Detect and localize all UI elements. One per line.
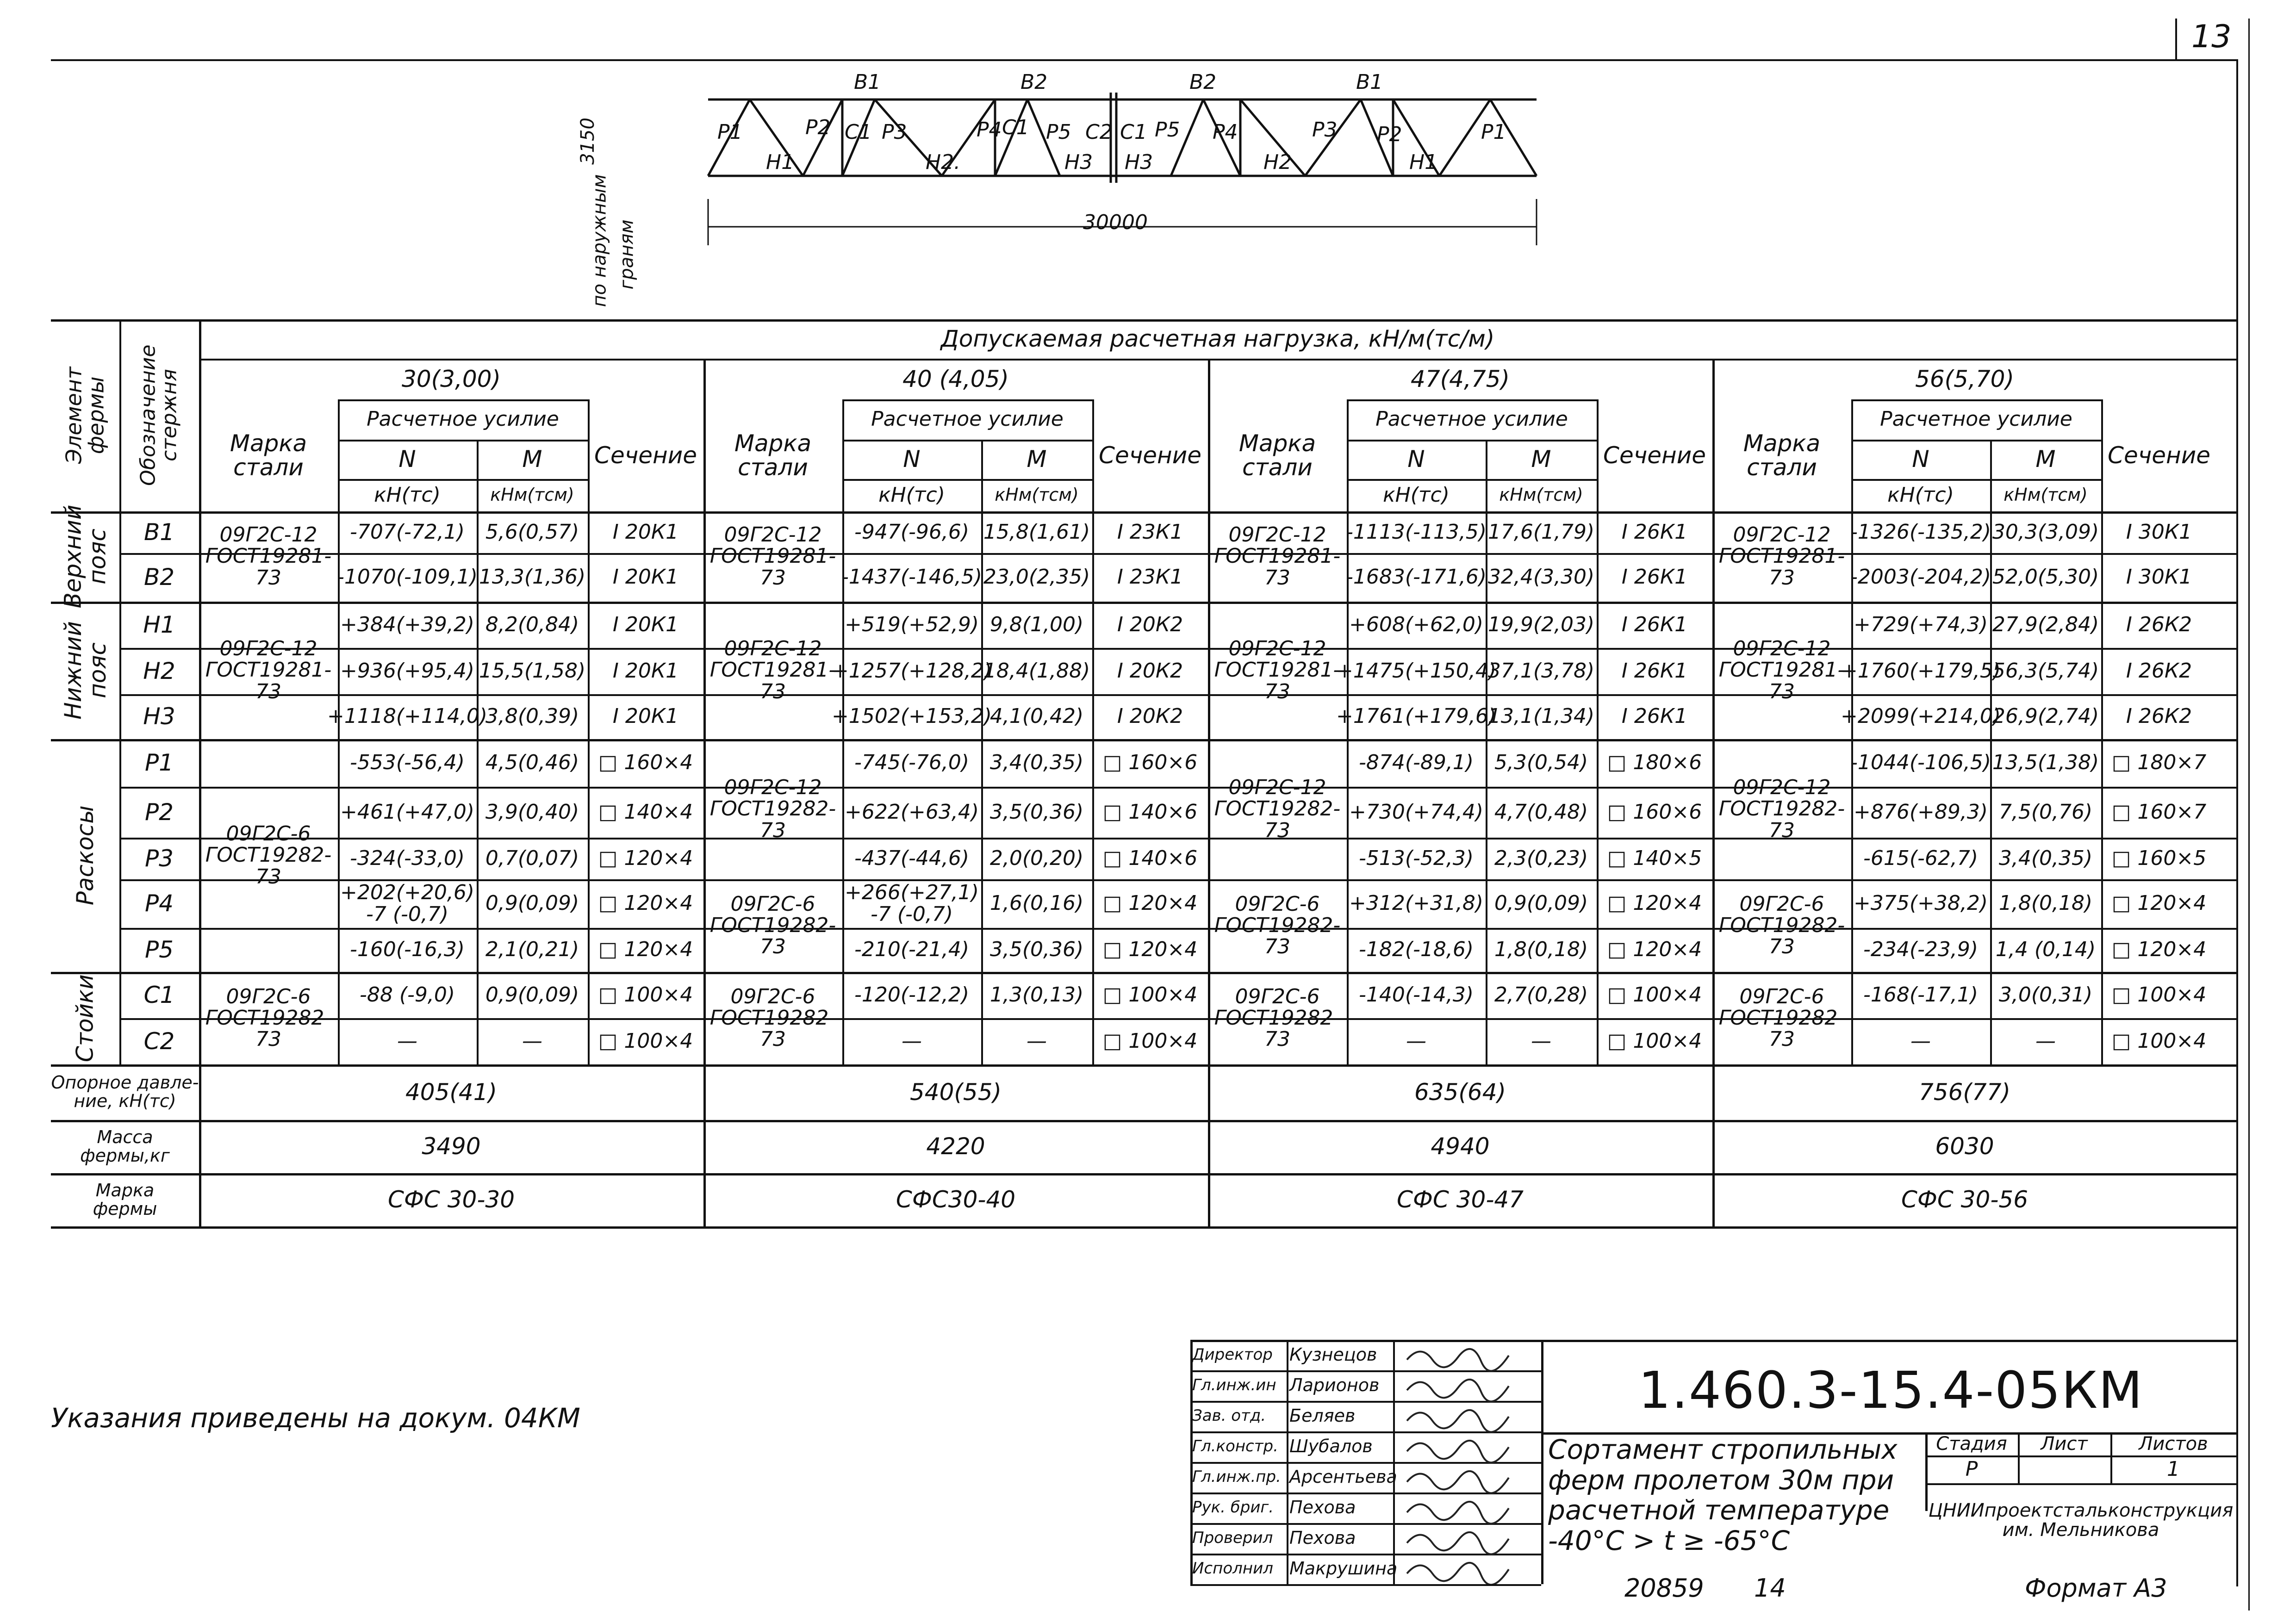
m-unit-0: кНм(тсм) bbox=[490, 485, 574, 505]
m-value: 15,5(1,58) bbox=[479, 659, 586, 683]
group-posts: Стойки bbox=[71, 974, 99, 1062]
truss-label-p4: P4 bbox=[977, 118, 1002, 142]
section-value: □ 180×6 bbox=[1607, 751, 1702, 775]
truss-label-p1-right: P1 bbox=[1481, 120, 1506, 144]
stamp-line bbox=[1190, 1584, 1541, 1586]
stamp-name: Беляев bbox=[1289, 1405, 1356, 1426]
n-value: +2099(+214,0) bbox=[1841, 704, 2001, 728]
section-value: □ 120×4 bbox=[598, 891, 693, 915]
section-value: I 26К1 bbox=[1621, 612, 1688, 636]
section-value: I 23К1 bbox=[1117, 520, 1183, 544]
rod-h3: H3 bbox=[143, 703, 175, 730]
section-value: □ 160×7 bbox=[2111, 800, 2207, 824]
m-value: 5,6(0,57) bbox=[485, 520, 579, 544]
n-unit-0: кН(тс) bbox=[374, 483, 441, 507]
steel-c2-braces_b: 09Г2С-6 ГОСТ19282-73 bbox=[709, 892, 836, 959]
m-header-2: M bbox=[1531, 446, 1551, 473]
stamp-role: Директор bbox=[1192, 1345, 1273, 1364]
m-value: 52,0(5,30) bbox=[1992, 565, 2099, 589]
footer-mass-1: 4220 bbox=[926, 1133, 985, 1160]
footer-mark-1: СФС30-40 bbox=[896, 1186, 1016, 1213]
m-unit-1: кНм(тсм) bbox=[995, 485, 1079, 505]
n-value: -324(-33,0) bbox=[349, 846, 465, 870]
section-value: □ 180×7 bbox=[2111, 751, 2207, 775]
section-value: I 20К1 bbox=[612, 659, 679, 683]
m-value: 4,5(0,46) bbox=[485, 751, 579, 775]
truss-label-v1: B1 bbox=[854, 70, 881, 94]
steel-c3-posts: 09Г2С-6 ГОСТ19282-73 bbox=[1214, 984, 1341, 1051]
n-unit-3: кН(тс) bbox=[1887, 483, 1954, 507]
sheet-label: Лист bbox=[2041, 1433, 2088, 1455]
frame-right bbox=[2236, 59, 2238, 1586]
n-header-3: N bbox=[1912, 446, 1929, 473]
section-value: □ 120×4 bbox=[1607, 891, 1702, 915]
rod-p5: P5 bbox=[145, 936, 174, 964]
rod-b1: B1 bbox=[143, 518, 175, 546]
truss-label-p5: P5 bbox=[1046, 120, 1071, 144]
n-value: -553(-56,4) bbox=[349, 751, 465, 775]
stamp-name: Ларионов bbox=[1289, 1375, 1380, 1396]
n-value: — bbox=[1910, 1029, 1931, 1053]
section-value: □ 100×4 bbox=[1607, 1029, 1702, 1053]
truss-outer-faces-line1: по наружным bbox=[589, 174, 610, 307]
n-unit-2: кН(тс) bbox=[1383, 483, 1450, 507]
n-header-1: N bbox=[903, 446, 921, 473]
steel-c3-top: 09Г2С-12 ГОСТ19281-73 bbox=[1214, 523, 1341, 590]
truss-outer-faces-line2: граням bbox=[616, 219, 638, 290]
element-header: Элемент фермы bbox=[61, 367, 109, 464]
format-label: Формат А3 bbox=[2025, 1573, 2167, 1603]
m-value: 0,9(0,09) bbox=[1494, 891, 1588, 915]
stamp-role: Гл.инж.ин bbox=[1192, 1376, 1276, 1395]
stamp-name: Арсентьева bbox=[1289, 1467, 1397, 1487]
m-value: 4,7(0,48) bbox=[1494, 800, 1588, 824]
n-value: +461(+47,0) bbox=[340, 800, 475, 824]
m-value: 3,4(0,35) bbox=[1998, 846, 2093, 870]
truss-label-h3: H3 bbox=[1064, 150, 1093, 174]
stamp-role: Зав. отд. bbox=[1192, 1406, 1266, 1425]
section-value: □ 140×6 bbox=[1102, 846, 1198, 870]
m-value: 2,0(0,20) bbox=[989, 846, 1084, 870]
section-value: I 20К2 bbox=[1117, 612, 1183, 636]
section-value: □ 120×4 bbox=[1102, 891, 1198, 915]
steel-c2-posts: 09Г2С-6 ГОСТ19282-73 bbox=[709, 984, 836, 1051]
frame-right-outer bbox=[2248, 19, 2250, 1611]
truss-label-p5-right: P5 bbox=[1155, 118, 1180, 142]
n-value: +1760(+179,5) bbox=[1841, 659, 2001, 683]
m-value: 2,1(0,21) bbox=[485, 938, 579, 962]
truss-label-p4-right: P4 bbox=[1213, 120, 1238, 144]
footer-support-3: 756(77) bbox=[1918, 1078, 2011, 1106]
footer-mass-3: 6030 bbox=[1935, 1133, 1994, 1160]
steel-c2-top: 09Г2С-12 ГОСТ19281-73 bbox=[709, 523, 836, 590]
load-value-1: 40 (4,05) bbox=[902, 365, 1009, 392]
m-value: 7,5(0,76) bbox=[1998, 800, 2093, 824]
rod-c2: C2 bbox=[143, 1027, 175, 1055]
section-value: □ 160×5 bbox=[2111, 846, 2207, 870]
truss-label-h2-right: H2 bbox=[1263, 150, 1292, 174]
steel-c4-braces_b: 09Г2С-6 ГОСТ19282-73 bbox=[1718, 892, 1845, 959]
inventory-number-2: 14 bbox=[1754, 1573, 1786, 1603]
n-value: +1761(+179,6) bbox=[1336, 704, 1497, 728]
m-value: 3,5(0,36) bbox=[989, 800, 1084, 824]
section-value: I 30К1 bbox=[2126, 520, 2192, 544]
n-value: — bbox=[902, 1029, 922, 1053]
section-value: □ 160×6 bbox=[1102, 751, 1198, 775]
steel-c3-braces_a: 09Г2С-12 ГОСТ19282-73 bbox=[1214, 776, 1341, 842]
section-value: I 26К2 bbox=[2126, 659, 2192, 683]
truss-label-v2: B2 bbox=[1020, 70, 1048, 94]
truss-span-label: 30000 bbox=[1083, 211, 1148, 234]
n-value: +375(+38,2) bbox=[1853, 891, 1988, 915]
section-value: I 26К2 bbox=[2126, 612, 2192, 636]
section-header-3: Сечение bbox=[2108, 442, 2210, 469]
truss-label-c2-right: C1 bbox=[1120, 120, 1147, 144]
sheet-number: 13 bbox=[2191, 19, 2232, 55]
force-header-3: Расчетное усилие bbox=[1880, 407, 2072, 431]
n-value: +729(+74,3) bbox=[1853, 612, 1988, 636]
section-value: I 20К1 bbox=[612, 565, 679, 589]
section-value: I 20К2 bbox=[1117, 659, 1183, 683]
m-value: 13,1(1,34) bbox=[1487, 704, 1595, 728]
n-value: -168(-17,1) bbox=[1863, 983, 1979, 1007]
m-value: 15,8(1,61) bbox=[983, 520, 1090, 544]
section-value: I 20К1 bbox=[612, 704, 679, 728]
stamp-role: Проверил bbox=[1192, 1529, 1273, 1548]
m-value: 18,4(1,88) bbox=[983, 659, 1090, 683]
truss-height-label: 3150 bbox=[577, 118, 599, 165]
section-value: □ 100×4 bbox=[598, 1029, 693, 1053]
stamp-name: Кузнецов bbox=[1289, 1344, 1377, 1365]
n-value: -513(-52,3) bbox=[1358, 846, 1474, 870]
n-value: -947(-96,6) bbox=[854, 520, 970, 544]
section-value: I 26К1 bbox=[1621, 520, 1688, 544]
steel-c1-posts: 09Г2С-6 ГОСТ19282-73 bbox=[205, 984, 332, 1051]
n-value: +622(+63,4) bbox=[844, 800, 979, 824]
steel-c1-top: 09Г2С-12 ГОСТ19281-73 bbox=[205, 523, 332, 590]
section-value: □ 100×4 bbox=[1102, 1029, 1198, 1053]
n-value: -210(-21,4) bbox=[854, 938, 970, 962]
load-value-3: 56(5,70) bbox=[1915, 365, 2014, 392]
m-value: 3,8(0,39) bbox=[485, 704, 579, 728]
section-value: □ 120×4 bbox=[2111, 938, 2207, 962]
doc-code: 1.460.3-15.4-05КМ bbox=[1638, 1361, 2144, 1420]
truss-label-v2b: B2 bbox=[1189, 70, 1217, 94]
load-value-0: 30(3,00) bbox=[402, 365, 501, 392]
footer-line bbox=[51, 1226, 2236, 1229]
m-value: 1,8(0,18) bbox=[1998, 891, 2093, 915]
m-value: — bbox=[522, 1029, 542, 1053]
steel-c2-braces_a: 09Г2С-12 ГОСТ19282-73 bbox=[709, 776, 836, 842]
section-value: □ 100×4 bbox=[1607, 983, 1702, 1007]
n-value: -182(-18,6) bbox=[1358, 938, 1474, 962]
n-value: -1113(-113,5) bbox=[1345, 520, 1487, 544]
footer-support-2: 635(64) bbox=[1414, 1078, 1506, 1106]
m-value: 17,6(1,79) bbox=[1487, 520, 1595, 544]
n-value: -1437(-146,5) bbox=[841, 565, 983, 589]
m-value: 27,9(2,84) bbox=[1992, 612, 2099, 636]
truss-label-p2: P2 bbox=[805, 116, 831, 139]
m-value: 1,6(0,16) bbox=[989, 891, 1084, 915]
truss-label-c1-right: C1 bbox=[1002, 116, 1029, 139]
n-value: -160(-16,3) bbox=[349, 938, 465, 962]
m-header-1: M bbox=[1027, 446, 1047, 473]
force-header-2: Расчетное усилие bbox=[1375, 407, 1568, 431]
footer-mass-2: 4940 bbox=[1431, 1133, 1490, 1160]
section-value: I 26К1 bbox=[1621, 565, 1688, 589]
rod-h2: H2 bbox=[143, 657, 175, 684]
rod-p1: P1 bbox=[145, 749, 174, 777]
n-header-2: N bbox=[1407, 446, 1425, 473]
footer-support-0: 405(41) bbox=[405, 1078, 498, 1106]
section-value: □ 120×4 bbox=[1102, 938, 1198, 962]
sheets-label: Листов bbox=[2139, 1433, 2208, 1455]
m-value: 1,4 (0,14) bbox=[1995, 938, 2096, 962]
stamp-name: Макрушина bbox=[1289, 1558, 1398, 1579]
m-value: — bbox=[1531, 1029, 1551, 1053]
group-top-chord: Верхний пояс bbox=[59, 504, 111, 609]
footer-label-support: Опорное давле- ние, кН(тс) bbox=[51, 1072, 199, 1111]
section-value: □ 160×4 bbox=[598, 751, 693, 775]
n-value: +608(+62,0) bbox=[1349, 612, 1484, 636]
section-value: I 23К1 bbox=[1117, 565, 1183, 589]
section-value: □ 140×6 bbox=[1102, 800, 1198, 824]
n-value: -120(-12,2) bbox=[854, 983, 970, 1007]
m-value: 23,0(2,35) bbox=[983, 565, 1090, 589]
section-value: □ 120×4 bbox=[2111, 891, 2207, 915]
m-value: 3,0(0,31) bbox=[1998, 983, 2093, 1007]
n-value: -615(-62,7) bbox=[1863, 846, 1979, 870]
truss-label-h2: H2. bbox=[926, 150, 961, 174]
section-value: I 30К1 bbox=[2126, 565, 2192, 589]
truss-label-c1: C1 bbox=[845, 120, 872, 144]
n-value: +1257(+128,2) bbox=[832, 659, 992, 683]
steel-c1-braces: 09Г2С-6 ГОСТ19282-73 bbox=[205, 822, 332, 889]
stamp-name: Пехова bbox=[1289, 1528, 1356, 1548]
section-value: I 20К1 bbox=[612, 612, 679, 636]
n-value: -1070(-109,1) bbox=[336, 565, 478, 589]
rod-h1: H1 bbox=[143, 611, 175, 638]
n-value: -234(-23,9) bbox=[1863, 938, 1979, 962]
truss-label-p3-right: P3 bbox=[1312, 118, 1338, 142]
m-value: 0,9(0,09) bbox=[485, 891, 579, 915]
n-value: -88 (-9,0) bbox=[359, 983, 455, 1007]
rod-b2: B2 bbox=[143, 564, 175, 591]
m-value: 13,5(1,38) bbox=[1992, 751, 2099, 775]
m-value: 4,1(0,42) bbox=[989, 704, 1084, 728]
rod-p2: P2 bbox=[145, 798, 174, 826]
m-unit-3: кНм(тсм) bbox=[2004, 485, 2088, 505]
footer-mark-3: СФС 30-56 bbox=[1901, 1186, 2028, 1213]
m-value: 30,3(3,09) bbox=[1992, 520, 2099, 544]
m-value: — bbox=[1027, 1029, 1047, 1053]
m-value: 2,3(0,23) bbox=[1494, 846, 1588, 870]
stamp-name: Шубалов bbox=[1289, 1436, 1373, 1457]
sheets-value: 1 bbox=[2167, 1457, 2180, 1481]
steel-c4-top: 09Г2С-12 ГОСТ19281-73 bbox=[1718, 523, 1845, 590]
n-value: +1475(+150,4) bbox=[1336, 659, 1497, 683]
stamp-line bbox=[1541, 1340, 1543, 1584]
steel-c1-bottom: 09Г2С-12 ГОСТ19281-73 bbox=[205, 637, 332, 703]
rod-p4: P4 bbox=[145, 890, 174, 917]
footer-mass-0: 3490 bbox=[422, 1133, 481, 1160]
n-value: +266(+27,1) -7 (-0,7) bbox=[844, 881, 979, 926]
stamp-role: Гл.констр. bbox=[1192, 1437, 1278, 1456]
force-header-1: Расчетное усилие bbox=[871, 407, 1064, 431]
m-value: 0,7(0,07) bbox=[485, 846, 579, 870]
n-value: +202(+20,6) -7 (-0,7) bbox=[340, 881, 475, 926]
n-value: -1044(-106,5) bbox=[1850, 751, 1991, 775]
rod-c1: C1 bbox=[143, 981, 175, 1008]
n-value: — bbox=[397, 1029, 417, 1053]
m-value: 5,3(0,54) bbox=[1494, 751, 1588, 775]
n-value: -2003(-204,2) bbox=[1850, 565, 1991, 589]
m-value: 0,9(0,09) bbox=[485, 983, 579, 1007]
n-unit-1: кН(тс) bbox=[878, 483, 945, 507]
group-bottom-chord: Нижний пояс bbox=[59, 621, 111, 720]
n-value: -874(-89,1) bbox=[1358, 751, 1474, 775]
n-value: -140(-14,3) bbox=[1358, 983, 1474, 1007]
section-value: I 20К2 bbox=[1117, 704, 1183, 728]
truss-label-v1b: B1 bbox=[1356, 70, 1383, 94]
steel-header-1: Марка стали bbox=[734, 429, 812, 481]
footer-support-1: 540(55) bbox=[909, 1078, 1002, 1106]
load-value-2: 47(4,75) bbox=[1411, 365, 1510, 392]
m-value: 3,4(0,35) bbox=[989, 751, 1084, 775]
m-value: 3,5(0,36) bbox=[989, 938, 1084, 962]
m-value: 56,3(5,74) bbox=[1992, 659, 2099, 683]
m-unit-2: кНм(тсм) bbox=[1499, 485, 1583, 505]
steel-c2-bottom: 09Г2С-12 ГОСТ19281-73 bbox=[709, 637, 836, 703]
load-header: Допускаемая расчетная нагрузка, кН/м(тс/м) bbox=[940, 325, 1495, 353]
stage-value: Р bbox=[1965, 1457, 1978, 1481]
m-value: 3,9(0,40) bbox=[485, 800, 579, 824]
section-header-1: Сечение bbox=[1099, 442, 1201, 469]
n-value: -707(-72,1) bbox=[349, 520, 465, 544]
m-value: 8,2(0,84) bbox=[485, 612, 579, 636]
truss-label-h3-right: H3 bbox=[1125, 150, 1153, 174]
steel-header-3: Марка стали bbox=[1743, 429, 1821, 481]
section-value: □ 120×4 bbox=[598, 846, 693, 870]
truss-label-p2-right: P2 bbox=[1377, 123, 1402, 146]
truss-label-h1: H1 bbox=[766, 150, 795, 174]
n-value: -1326(-135,2) bbox=[1850, 520, 1991, 544]
section-value: I 26К1 bbox=[1621, 659, 1688, 683]
section-value: □ 140×4 bbox=[598, 800, 693, 824]
m-value: 26,9(2,74) bbox=[1992, 704, 2099, 728]
n-value: +936(+95,4) bbox=[340, 659, 475, 683]
n-value: +876(+89,3) bbox=[1853, 800, 1988, 824]
steel-header-2: Марка стали bbox=[1238, 429, 1316, 481]
stage-label: Стадия bbox=[1936, 1433, 2007, 1455]
steel-c4-bottom: 09Г2С-12 ГОСТ19281-73 bbox=[1718, 637, 1845, 703]
section-value: □ 140×5 bbox=[1607, 846, 1702, 870]
m-value: 37,1(3,78) bbox=[1487, 659, 1595, 683]
section-header-0: Сечение bbox=[594, 442, 697, 469]
n-value: -1683(-171,6) bbox=[1345, 565, 1487, 589]
m-value: 1,3(0,13) bbox=[989, 983, 1084, 1007]
truss-label-h1-right: H1 bbox=[1409, 150, 1438, 174]
signatures bbox=[1393, 1340, 1541, 1584]
stamp-role: Исполнил bbox=[1192, 1559, 1273, 1578]
section-value: I 26К2 bbox=[2126, 704, 2192, 728]
stamp-name: Пехова bbox=[1289, 1497, 1356, 1518]
inventory-number: 20859 bbox=[1624, 1573, 1704, 1603]
steel-header-0: Марка стали bbox=[230, 429, 307, 481]
n-value: -745(-76,0) bbox=[854, 751, 970, 775]
section-header-2: Сечение bbox=[1603, 442, 1706, 469]
n-value: +730(+74,4) bbox=[1349, 800, 1484, 824]
steel-c4-braces_a: 09Г2С-12 ГОСТ19282-73 bbox=[1718, 776, 1845, 842]
m-header-3: M bbox=[2035, 446, 2056, 473]
organization: ЦНИИпроектстальконструкция им. Мельникова bbox=[1928, 1500, 2234, 1541]
section-value: □ 160×6 bbox=[1607, 800, 1702, 824]
n-value: +312(+31,8) bbox=[1349, 891, 1484, 915]
frame-top bbox=[51, 59, 2238, 61]
sheet-number-box bbox=[2175, 19, 2177, 60]
steel-c3-bottom: 09Г2С-12 ГОСТ19281-73 bbox=[1214, 637, 1341, 703]
section-value: □ 100×4 bbox=[1102, 983, 1198, 1007]
section-value: I 26К1 bbox=[1621, 704, 1688, 728]
m-value: 13,3(1,36) bbox=[479, 565, 586, 589]
n-value: +384(+39,2) bbox=[340, 612, 475, 636]
force-header-0: Расчетное усилие bbox=[367, 407, 559, 431]
n-header-0: N bbox=[398, 446, 416, 473]
m-value: 19,9(2,03) bbox=[1487, 612, 1595, 636]
footer-mark-0: СФС 30-30 bbox=[387, 1186, 515, 1213]
note-text: Указания приведены на докум. 04КМ bbox=[51, 1402, 580, 1434]
n-value: — bbox=[1406, 1029, 1426, 1053]
footer-mark-2: СФС 30-47 bbox=[1396, 1186, 1524, 1213]
rod-header: Обозначение стержня bbox=[136, 344, 182, 486]
section-value: □ 120×4 bbox=[598, 938, 693, 962]
footer-label-mass: Масса фермы,кг bbox=[80, 1126, 170, 1166]
section-value: □ 100×4 bbox=[598, 983, 693, 1007]
m-header-0: M bbox=[522, 446, 542, 473]
n-value: -437(-44,6) bbox=[854, 846, 970, 870]
n-value: +1502(+153,2) bbox=[832, 704, 992, 728]
n-value: +1118(+114,0) bbox=[327, 704, 488, 728]
footer-label-mark: Марка фермы bbox=[93, 1180, 157, 1219]
stamp-role: Рук. бриг. bbox=[1192, 1498, 1274, 1517]
m-value: 32,4(3,30) bbox=[1487, 565, 1595, 589]
rod-p3: P3 bbox=[145, 845, 174, 872]
m-value: — bbox=[2035, 1029, 2056, 1053]
m-value: 9,8(1,00) bbox=[989, 612, 1084, 636]
group-braces: Раскосы bbox=[71, 805, 99, 906]
stamp-role: Гл.инж.пр. bbox=[1192, 1468, 1281, 1486]
truss-label-p1: P1 bbox=[717, 120, 743, 144]
m-value: 1,8(0,18) bbox=[1494, 938, 1588, 962]
section-value: □ 120×4 bbox=[1607, 938, 1702, 962]
section-value: □ 100×4 bbox=[2111, 1029, 2207, 1053]
m-value: 2,7(0,28) bbox=[1494, 983, 1588, 1007]
steel-c3-braces_b: 09Г2С-6 ГОСТ19282-73 bbox=[1214, 892, 1341, 959]
n-value: +519(+52,9) bbox=[844, 612, 979, 636]
doc-title: Сортамент стропильных ферм пролетом 30м при расчетной температуре -40°С > t ≥ -65°С bbox=[1548, 1434, 1898, 1556]
steel-c4-posts: 09Г2С-6 ГОСТ19282-73 bbox=[1718, 984, 1845, 1051]
section-value: □ 100×4 bbox=[2111, 983, 2207, 1007]
truss-label-c2: C2 bbox=[1085, 120, 1113, 144]
section-value: I 20К1 bbox=[612, 520, 679, 544]
truss-label-p3: P3 bbox=[882, 120, 907, 144]
